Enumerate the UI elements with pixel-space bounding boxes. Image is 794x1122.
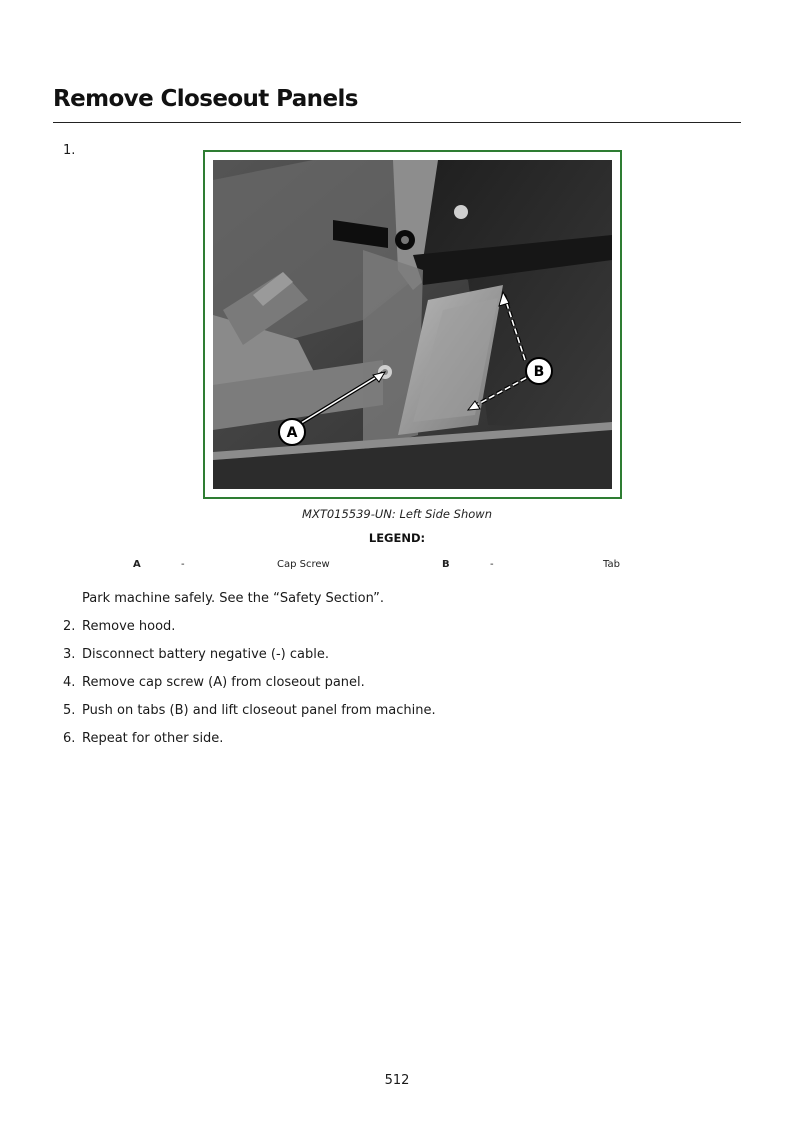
step-item — [63, 619, 175, 634]
step-number: 3. — [63, 647, 76, 662]
step-number: 6. — [63, 731, 76, 746]
legend-sep-b: - — [490, 559, 494, 570]
step-1-number: 1. — [63, 143, 76, 158]
figure-frame — [203, 150, 622, 499]
step-item — [63, 647, 329, 662]
step-text: Park machine safely. See the “Safety Section”. — [82, 591, 385, 606]
callout-a-label: A — [286, 425, 298, 441]
figure-caption: MXT015539-UN: Left Side Shown — [302, 507, 492, 521]
step-item — [63, 731, 223, 746]
step-number: 4. — [63, 675, 76, 690]
legend-key-b: B — [442, 559, 450, 570]
step-number: 5. — [63, 703, 76, 718]
title-rule — [53, 122, 741, 123]
closeout-panel-illustration — [213, 160, 612, 489]
step-text: Remove hood. — [82, 619, 176, 634]
step-text: Repeat for other side. — [82, 731, 224, 746]
legend-sep-a: - — [181, 559, 185, 570]
legend-label-b: Tab — [603, 559, 620, 570]
page-number: 512 — [384, 1073, 410, 1088]
callout-b-label: B — [533, 364, 545, 380]
step-text: Disconnect battery negative (-) cable. — [82, 647, 329, 662]
step-item — [63, 675, 365, 690]
page-title: Remove Closeout Panels — [53, 86, 358, 112]
step-number: 2. — [63, 619, 76, 634]
callout-a — [279, 419, 305, 445]
legend-key-a: A — [133, 559, 141, 570]
legend-label-a: Cap Screw — [277, 559, 330, 570]
step-text: Push on tabs (B) and lift closeout panel from machine. — [82, 703, 436, 718]
step-item — [63, 591, 384, 606]
step-text: Remove cap screw (A) from closeout panel. — [82, 675, 365, 690]
callout-b — [526, 358, 552, 384]
step-item — [63, 703, 436, 718]
legend-title: LEGEND: — [368, 531, 426, 545]
